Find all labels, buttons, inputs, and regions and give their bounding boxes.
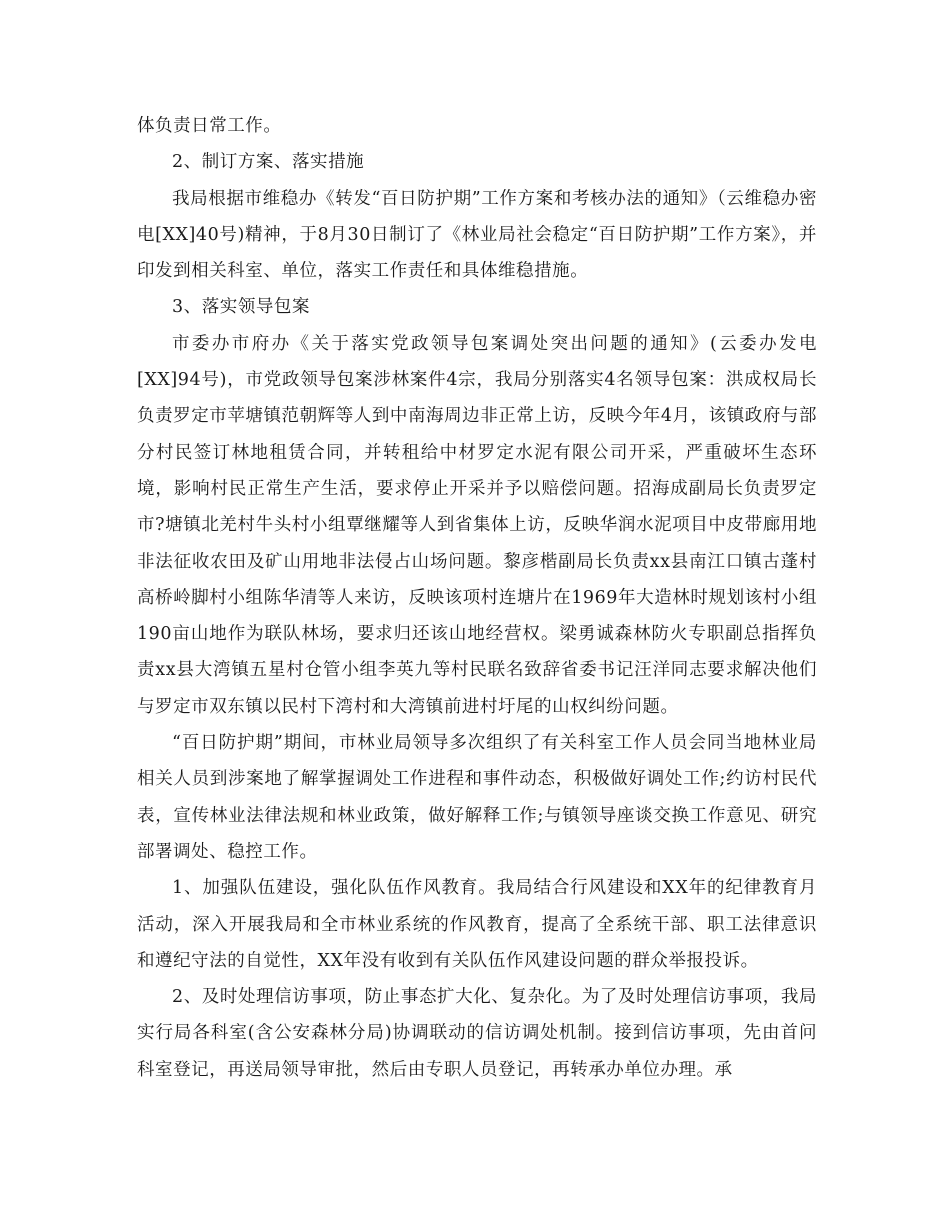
paragraph-2-heading: 2、制订方案、落实措施 — [172, 152, 365, 173]
document-body — [137, 108, 817, 1088]
paragraph-8: 2、及时处理信访事项，防止事态扩大化、复杂化。为了及时处理信访事项，我局实行局各科室(含公安森林分局)协调联动的信访调处机制。接到信访事项，先由首问科室登记，再送局领导审批，然后由专职人员登记，再转承办单位办理。承 — [137, 987, 817, 1080]
paragraph-6: “百日防护期”期间，市林业局领导多次组织了有关科室工作人员会同当地林业局相关人员到涉案地了解掌握调处工作进程和事件动态，积极做好调处工作;约访村民代表，宣传林业法律法规和林业政策，做好解释工作;与镇领导座谈交换工作意见、研究部署调处、稳控工作。 — [137, 733, 817, 862]
paragraph-1: 体负责日常工作。 — [137, 116, 282, 136]
paragraph-7: 1、加强队伍建设，强化队伍作风教育。我局结合行风建设和XX年的纪律教育月活动，深入开展我局和全市林业系统的作风教育，提高了全系统干部、职工法律意识和遵纪守法的自觉性，XX年没有收到有关队伍作风建设问题的群众举报投诉。 — [137, 878, 817, 971]
paragraph-5: 市委办市府办《关于落实党政领导包案调处突出问题的通知》(云委办发电[XX]94号)，市党政领导包案涉林案件4宗，我局分别落实4名领导包案：洪成权局长负责罗定市苹塘镇范朝辉等人到中南海周边非正常上访，反映今年4月，该镇政府与部分村民签订林地租赁合同，并转租给中材罗定水泥有限公司开采，严重破坏生态环境，影响村民正常生产生活，要求停止开采并予以赔偿问题。招海成副局长负责罗定市?塘镇北羌村牛头村小组覃继耀等人到省集体上访，反映华润水泥项目中皮带廊用地非法征收农田及矿山用地非法侵占山场问题。黎彦楷副局长负责xx县南江口镇古蓬村高桥岭脚村小组陈华清等人来访，反映该项村连塘片在1969年大造林时规划该村小组190亩山地作为联队林场，要求归还该山地经营权。梁勇诚森林防火专职副总指挥负责xx县大湾镇五星村仓管小组李英九等村民联名致辞省委书记汪洋同志要求解决他们与罗定市双东镇以民村下湾村和大湾镇前进村圩尾的山权纠纷问题。 — [137, 333, 817, 717]
paragraph-4-heading: 3、落实领导包案 — [172, 297, 311, 318]
paragraph-3: 我局根据市维稳办《转发“百日防护期”工作方案和考核办法的通知》（云维稳办密电[XX]40号)精神，于8月30日制订了《林业局社会稳定“百日防护期”工作方案》，并印发到相关科室、单位，落实工作责任和具体维稳措施。 — [137, 188, 817, 282]
